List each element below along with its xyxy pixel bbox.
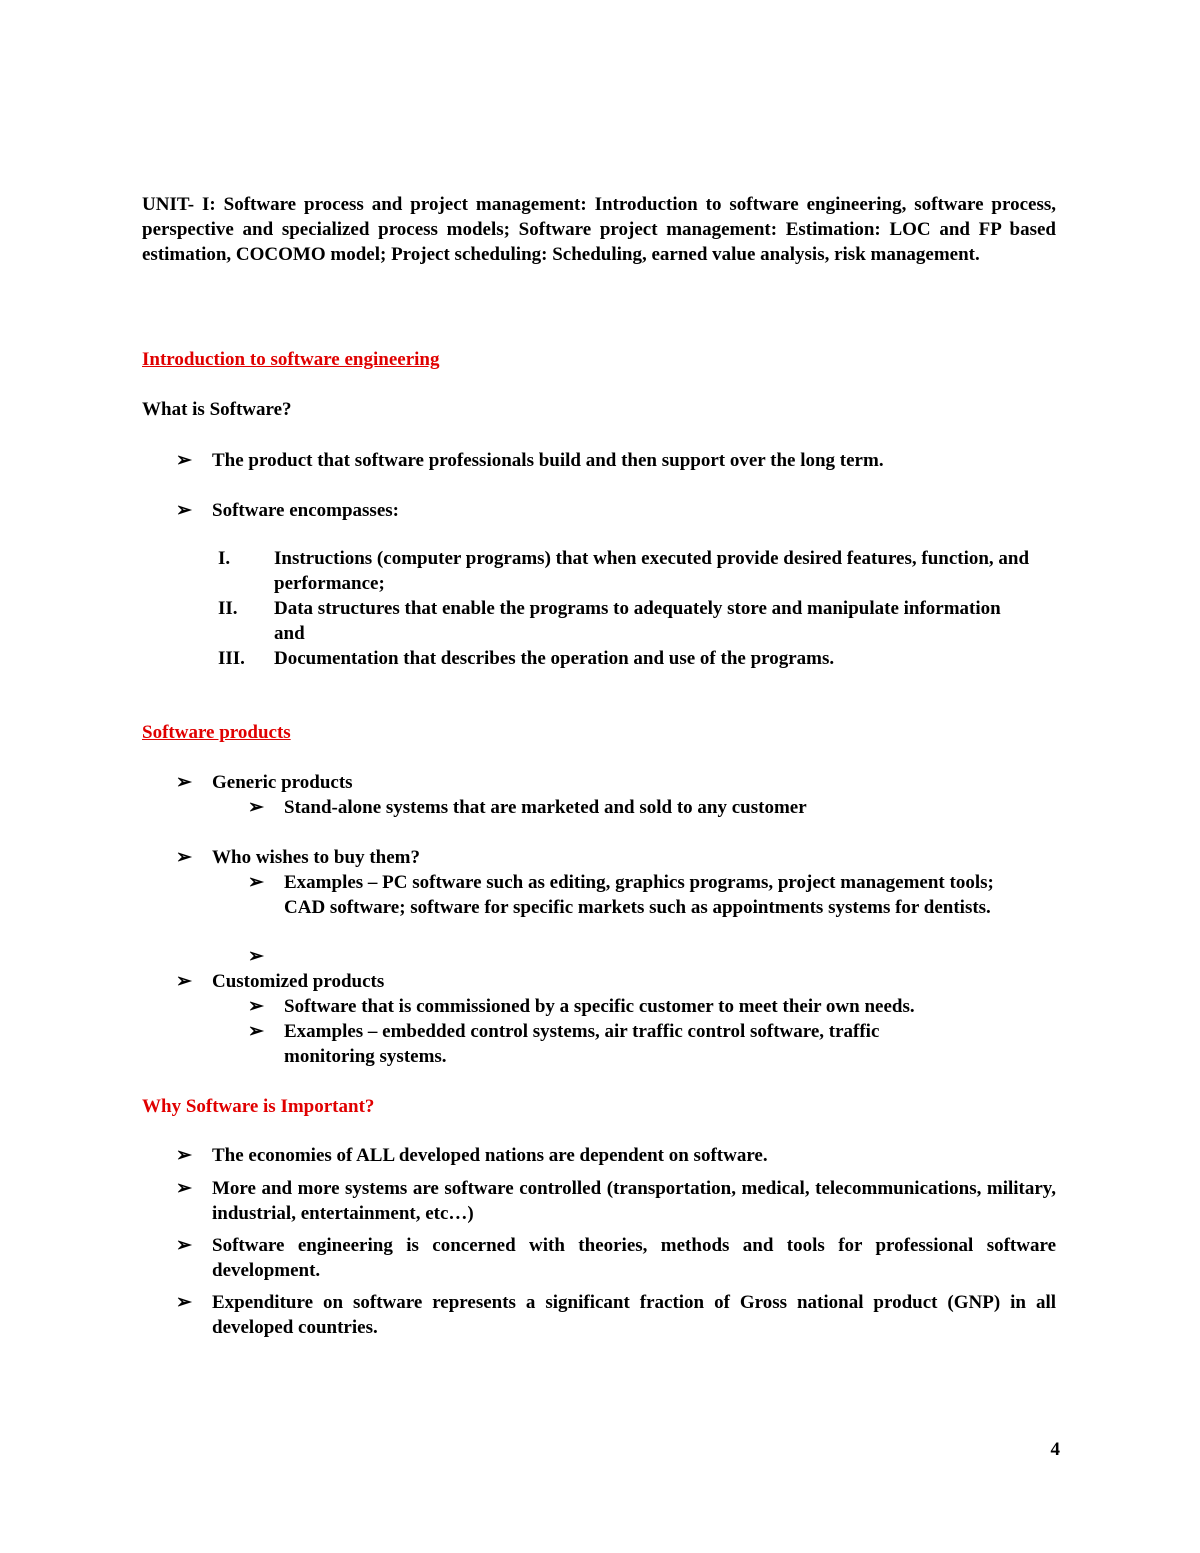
importance-point: The economies of ALL developed nations are dependent on software. (212, 1145, 768, 1166)
syllabus-paragraph: UNIT- I: Software process and project management: Introduction to software engineering, software process, perspective and specialized process models; Software project management: Estimation: LOC and FP based estimation, COCOMO model; Project scheduling: Scheduling, earned value analysis, risk management. (142, 194, 1056, 265)
roman-numeral: I. (218, 548, 231, 569)
who-buys-sub: Examples – PC software such as editing, graphics programs, project management tools; CAD software; software for specific markets such as appointments systems for dentists. (284, 872, 994, 918)
bullet-arrow-icon: ➢ (248, 1021, 264, 1042)
bullet-arrow-icon: ➢ (176, 772, 192, 793)
importance-point: More and more systems are software controlled (transportation, medical, telecommunications, military, industrial, entertainment, etc…) (212, 1178, 1056, 1224)
products-heading: Software products (142, 722, 291, 743)
intro-point: Software encompasses: (212, 500, 399, 521)
intro-point: The product that software professionals build and then support over the long term. (212, 450, 884, 471)
bullet-arrow-icon: ➢ (176, 1178, 192, 1199)
bullet-arrow-icon: ➢ (176, 1145, 192, 1166)
bullet-arrow-icon: ➢ (248, 946, 264, 967)
generic-products-item: Generic products (212, 772, 353, 793)
importance-heading: Why Software is Important? (142, 1096, 375, 1117)
customized-products-sub: Examples – embedded control systems, air traffic control software, traffic monitoring systems. (284, 1021, 880, 1067)
bullet-arrow-icon: ➢ (176, 1292, 192, 1313)
bullet-arrow-icon: ➢ (176, 1235, 192, 1256)
what-is-software-question: What is Software? (142, 399, 292, 420)
roman-numeral: II. (218, 598, 238, 619)
bullet-arrow-icon: ➢ (176, 971, 192, 992)
numbered-item: Data structures that enable the programs to adequately store and manipulate information and (274, 598, 1001, 644)
roman-numeral: III. (218, 648, 245, 669)
numbered-item: Documentation that describes the operation and use of the programs. (274, 648, 835, 669)
importance-point: Software engineering is concerned with theories, methods and tools for professional software development. (212, 1235, 1056, 1281)
customized-products-sub: Software that is commissioned by a specific customer to meet their own needs. (284, 996, 915, 1017)
bullet-arrow-icon: ➢ (176, 847, 192, 868)
intro-heading: Introduction to software engineering (142, 349, 440, 370)
bullet-arrow-icon: ➢ (248, 996, 264, 1017)
bullet-arrow-icon: ➢ (248, 797, 264, 818)
importance-point: Expenditure on software represents a significant fraction of Gross national product (GNP) in all developed countries. (212, 1292, 1056, 1338)
generic-products-sub: Stand-alone systems that are marketed and sold to any customer (284, 797, 807, 818)
page-number: 4 (1050, 1439, 1060, 1460)
bullet-arrow-icon: ➢ (176, 450, 192, 471)
numbered-item: Instructions (computer programs) that when executed provide desired features, function, and performance; (274, 548, 1030, 594)
who-buys-item: Who wishes to buy them? (212, 847, 420, 868)
bullet-arrow-icon: ➢ (176, 500, 192, 521)
customized-products-item: Customized products (212, 971, 385, 992)
bullet-arrow-icon: ➢ (248, 872, 264, 893)
